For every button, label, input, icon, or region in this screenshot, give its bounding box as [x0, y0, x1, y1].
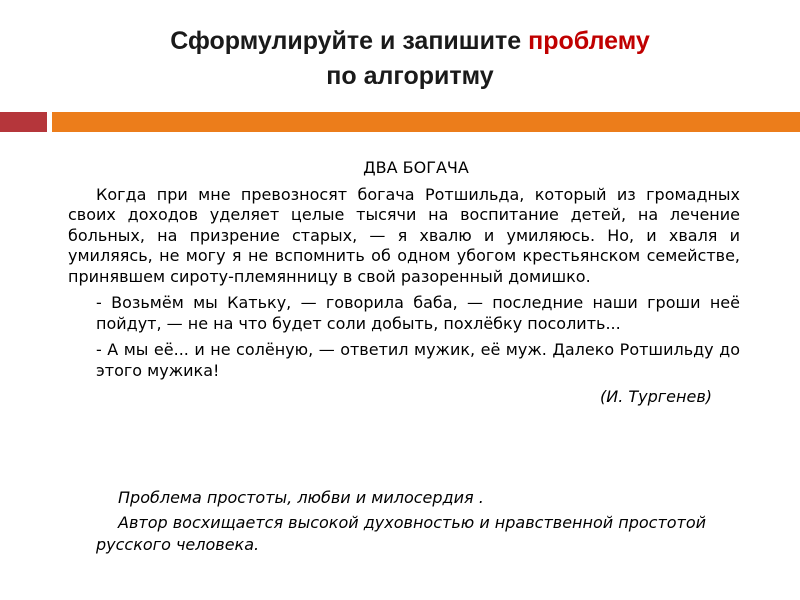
conclusion-block	[96, 487, 716, 559]
story-text	[68, 158, 740, 408]
story-paragraph: - А мы её... и не солёную, — ответил мужик, её муж. Далеко Ротшильду до этого мужика!	[96, 340, 740, 380]
problem-statement: Проблема простоты, любви и милосердия .	[118, 488, 484, 507]
story-paragraph: - Возьмём мы Катьку, — говорила баба, — последние наши гроши неё пойдут, — не на что будет соли добыть, похлёбку посолить...	[96, 293, 740, 333]
story-title: ДВА БОГАЧА	[363, 158, 469, 177]
story-author: (И. Тургенев)	[599, 387, 712, 406]
slide-title-line-1	[0, 24, 800, 59]
slide-title-line-2: по алгоритму	[326, 62, 494, 90]
slide-title-accent: проблему	[528, 27, 650, 55]
story-paragraph: Когда при мне превозносят богача Ротшильда, который из громадных своих доходов уделяет целые тысячи на воспитание детей, на лечение больных, на призрение старых, — я хвалю и умиляюсь. Но, и хваля и умиляясь, не могу я не вспомнить об одном убогом крестьянском семействе, принявшем сироту-племянницу в свой разоренный домишко.	[68, 184, 740, 286]
slide-title-text: Сформулируйте и запишите	[170, 27, 529, 55]
decorative-bar-left	[0, 112, 47, 132]
author-position-statement: Автор восхищается высокой духовностью и нравственной простотой русского человека.	[96, 513, 707, 554]
slide-title	[0, 24, 800, 94]
decorative-bar-right	[52, 112, 800, 132]
